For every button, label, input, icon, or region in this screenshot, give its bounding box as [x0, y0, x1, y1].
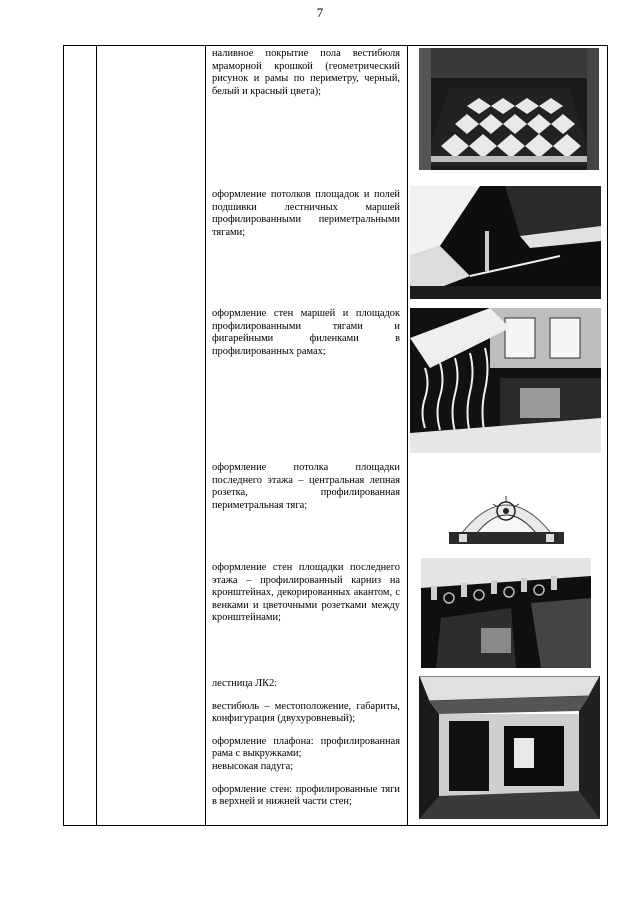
- list-item: оформление стен: профилированные тяги в верхней и нижней части стен;: [212, 783, 400, 808]
- stair-ceiling-photo: [410, 186, 601, 299]
- ceiling-rosette-photo: [449, 476, 564, 544]
- monument-elements-table: [63, 45, 608, 826]
- row-description: оформление потолка площадки последнего этажа – центральная лепная розетка, профилированная периметральная тяга;: [212, 462, 400, 511]
- column-divider: [96, 46, 97, 825]
- cornice-photo: [421, 558, 591, 668]
- column-divider: [407, 46, 408, 825]
- row-heading: лестница ЛК2:: [212, 678, 278, 689]
- page-number: 7: [316, 5, 324, 20]
- column-divider: [205, 46, 206, 825]
- stair-railing-photo: [410, 308, 601, 453]
- row-description-block: [212, 678, 400, 809]
- list-item: оформление плафона: профилированная рама с выкружками;: [212, 735, 400, 760]
- row-description: оформление потолков площадок и полей подшивки лестничных маршей профилированными периметральными тягами;: [212, 189, 400, 238]
- row-description: оформление стен площадки последнего этажа – профилированный карниз на кронштейнах, декорированных акантом, с венками и цветочными розетками между кронштейнами;: [212, 562, 400, 624]
- row-description: оформление стен маршей и площадок профилированными тягами и фигарейными филенками в профилированных рамах;: [212, 308, 400, 357]
- row-description: наливное покрытие пола вестибюля мраморной крошкой (геометрический рисунок и рамы по периметру, черный, белый и красный цвета);: [212, 48, 400, 97]
- list-item: вестибюль – местоположение, габариты, конфигурация (двухуровневый);: [212, 700, 400, 725]
- vestibule-photo: [419, 676, 600, 819]
- list-item: невысокая падуга;: [212, 760, 294, 772]
- floor-mosaic-photo: [419, 48, 599, 170]
